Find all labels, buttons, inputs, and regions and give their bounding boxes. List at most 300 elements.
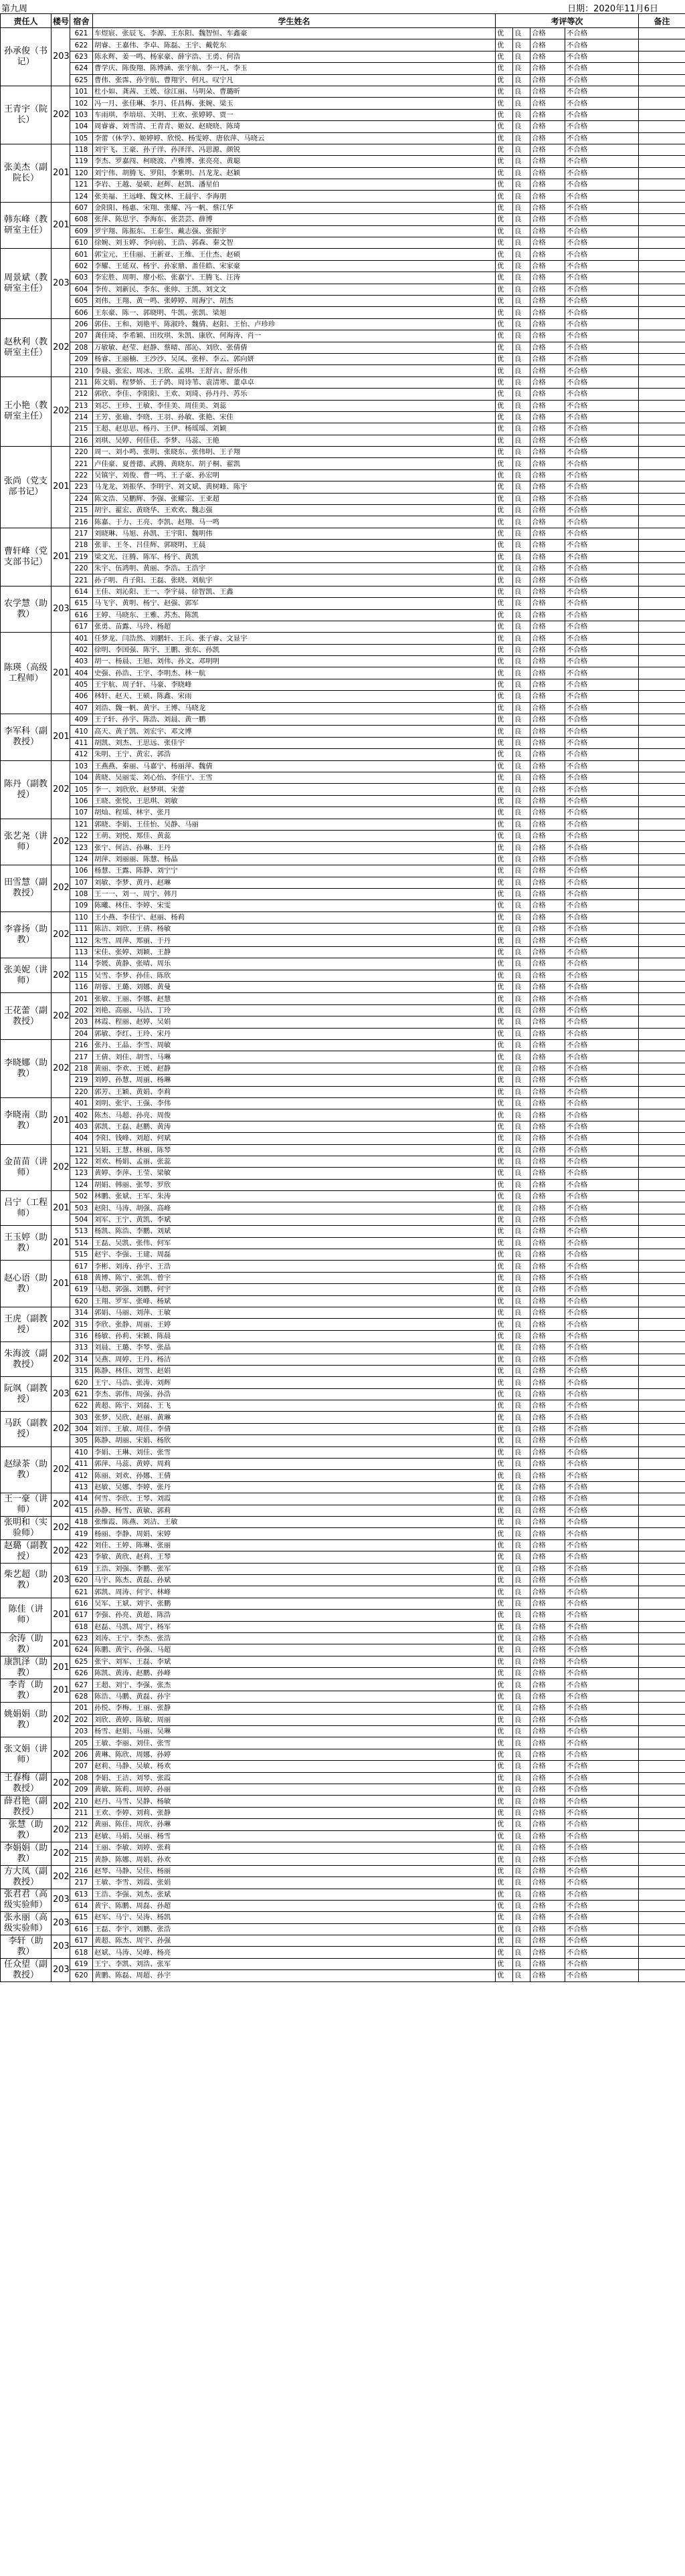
room-number: 217 (70, 1051, 93, 1063)
grade-option: 良 (513, 1051, 530, 1063)
table-row (1, 1632, 685, 1644)
grade-option: 不合格 (565, 1610, 639, 1621)
student-names: 周睿睿、刘雪清、王青青、姬奴、赵晓晓、陈琦 (93, 121, 496, 132)
grade-option: 优 (496, 1761, 513, 1772)
grade-option: 合格 (530, 1644, 565, 1656)
grade-option: 不合格 (565, 970, 639, 981)
note-cell (639, 1865, 685, 1876)
grade-option: 不合格 (565, 1644, 639, 1656)
grade-option: 良 (513, 493, 530, 504)
room-number: 617 (70, 1935, 93, 1947)
grade-option: 良 (513, 993, 530, 1004)
room-number: 504 (70, 1214, 93, 1225)
table-row (1, 1784, 685, 1795)
note-cell (639, 551, 685, 562)
grade-option: 优 (496, 400, 513, 411)
note-cell (639, 400, 685, 411)
table-row (1, 1016, 685, 1028)
column-header-grade: 考评等次 (496, 14, 639, 28)
grade-option: 优 (496, 1574, 513, 1586)
grade-option: 良 (513, 481, 530, 493)
grade-option: 不合格 (565, 1912, 639, 1923)
student-names: 史强、孙浩、王宇、李明杰、林一航 (93, 667, 496, 679)
note-cell (639, 574, 685, 586)
grade-option: 合格 (530, 144, 565, 155)
grade-option: 良 (513, 1830, 530, 1842)
room-number: 111 (70, 924, 93, 935)
table-row (1, 365, 685, 377)
grade-option: 合格 (530, 888, 565, 899)
grade-option: 不合格 (565, 586, 639, 597)
grade-option: 良 (513, 865, 530, 877)
student-names: 郭凯、周涛、何宇、林峰 (93, 1586, 496, 1598)
grade-option: 优 (496, 586, 513, 597)
grade-option: 优 (496, 1435, 513, 1446)
room-number: 621 (70, 1388, 93, 1400)
grade-option: 不合格 (565, 714, 639, 726)
grade-option: 不合格 (565, 760, 639, 772)
grade-option: 优 (496, 1446, 513, 1458)
grade-option: 良 (513, 272, 530, 284)
grade-option: 良 (513, 307, 530, 318)
grade-option: 良 (513, 1796, 530, 1807)
table-row (1, 842, 685, 853)
room-number: 216 (70, 1039, 93, 1051)
note-cell (639, 1075, 685, 1086)
grade-option: 良 (513, 1819, 530, 1830)
grade-option: 合格 (530, 1505, 565, 1516)
responsible-person: 孙承俊（书记） (1, 28, 52, 86)
note-cell (639, 1144, 685, 1156)
grade-option: 合格 (530, 481, 565, 493)
grade-option: 优 (496, 1865, 513, 1876)
grade-option: 优 (496, 377, 513, 388)
room-number: 615 (70, 598, 93, 609)
grade-option: 良 (513, 1237, 530, 1249)
student-names: 朱明、王宁、黄宏、郭浩 (93, 749, 496, 760)
student-names: 胡凯、刘杰、王思远、张佳宇 (93, 737, 496, 748)
responsible-person: 张文娟（讲师） (1, 1737, 52, 1772)
room-number: 411 (70, 1459, 93, 1470)
note-cell (639, 365, 685, 377)
grade-option: 不合格 (565, 911, 639, 923)
grade-option: 不合格 (565, 935, 639, 946)
grade-option: 良 (513, 1528, 530, 1539)
table-row (1, 911, 685, 923)
grade-option: 良 (513, 1063, 530, 1074)
table-row (1, 225, 685, 237)
grade-option: 不合格 (565, 946, 639, 958)
student-names: 徐明、李国强、陈宇、王鹏、张东、孙凯 (93, 644, 496, 655)
grade-option: 不合格 (565, 260, 639, 272)
room-number: 423 (70, 1551, 93, 1563)
grade-option: 不合格 (565, 225, 639, 237)
table-row (1, 1714, 685, 1725)
note-cell (639, 1947, 685, 1958)
student-names: 郭萍、马蕊、黄婷、周莉 (93, 1459, 496, 1470)
grade-option: 不合格 (565, 295, 639, 306)
grade-option: 良 (513, 318, 530, 330)
grade-option: 合格 (530, 1016, 565, 1028)
room-number: 211 (70, 377, 93, 388)
grade-option: 良 (513, 1737, 530, 1749)
room-number: 210 (70, 1796, 93, 1807)
student-names: 刘芯、王珍、王敏、李佳美、周佳美、刘蕊 (93, 400, 496, 411)
grade-option: 优 (496, 656, 513, 667)
grade-option: 合格 (530, 86, 565, 97)
responsible-person: 张尚（党支部书记） (1, 447, 52, 528)
room-number: 221 (70, 574, 93, 586)
table-row (1, 1935, 685, 1947)
grade-option: 良 (513, 1656, 530, 1667)
table-row (1, 1423, 685, 1434)
table-row (1, 1889, 685, 1900)
grade-option: 良 (513, 237, 530, 249)
grade-option: 合格 (530, 819, 565, 830)
note-cell (639, 1900, 685, 1911)
grade-option: 良 (513, 1574, 530, 1586)
building-number: 202 (52, 1493, 70, 1517)
grade-option: 良 (513, 469, 530, 481)
student-names: 车煜宸、张辰飞、李源、王东阳、魏智恒、车鑫豪 (93, 28, 496, 39)
student-names: 郭佳、王和、刘艳平、陈淑玲、魏倩、赵阳、王怡、卢珍珍 (93, 318, 496, 330)
student-names: 梁文光、汪腾、陈军、杨宇、黄凯 (93, 551, 496, 562)
note-cell (639, 1854, 685, 1865)
column-header-note: 备注 (639, 14, 685, 28)
note-cell (639, 1970, 685, 1981)
grade-option: 优 (496, 1237, 513, 1249)
table-row (1, 1400, 685, 1412)
grade-option: 合格 (530, 877, 565, 888)
student-names: 徐婉、刘玉婷、李向前、王浩、郭森、秦文智 (93, 237, 496, 249)
note-cell (639, 39, 685, 51)
grade-option: 不合格 (565, 1842, 639, 1853)
student-names: 黄婷、李萍、王莹、梁敏 (93, 1168, 496, 1179)
grade-option: 良 (513, 1330, 530, 1341)
room-number: 503 (70, 1202, 93, 1214)
note-cell (639, 272, 685, 284)
student-names: 林鹏、张斌、王军、朱涛 (93, 1191, 496, 1202)
room-number: 315 (70, 1319, 93, 1330)
room-number: 412 (70, 749, 93, 760)
note-cell (639, 970, 685, 981)
room-number: 407 (70, 702, 93, 714)
note-cell (639, 86, 685, 97)
grade-option: 良 (513, 551, 530, 562)
grade-option: 不合格 (565, 807, 639, 819)
table-row (1, 237, 685, 249)
grade-option: 良 (513, 1307, 530, 1318)
table-row (1, 1528, 685, 1539)
grade-option: 不合格 (565, 342, 639, 353)
note-cell (639, 458, 685, 469)
student-names: 王超、刘宁、李强、张杰 (93, 1679, 496, 1691)
table-row (1, 1446, 685, 1458)
grade-option: 良 (513, 540, 530, 551)
grade-option: 不合格 (565, 1459, 639, 1470)
grade-option: 良 (513, 621, 530, 632)
note-cell (639, 1586, 685, 1598)
student-names: 郭宝元、王佳丽、王新亚、王维、王仕杰、赵硕 (93, 249, 496, 260)
grade-option: 优 (496, 1295, 513, 1307)
grade-option: 合格 (530, 562, 565, 574)
grade-option: 不合格 (565, 377, 639, 388)
grade-option: 良 (513, 911, 530, 923)
room-number: 209 (70, 1784, 93, 1795)
student-names: 王晓、张悦、王思琪、刘敏 (93, 795, 496, 807)
table-row (1, 260, 685, 272)
student-names: 胡蓉、王璐、刘娜、黄曼 (93, 982, 496, 993)
grade-option: 合格 (530, 1865, 565, 1876)
table-row (1, 667, 685, 679)
grade-option: 良 (513, 1807, 530, 1818)
building-number: 202 (52, 760, 70, 819)
grade-option: 优 (496, 1912, 513, 1923)
table-row (1, 249, 685, 260)
room-number: 208 (70, 1772, 93, 1784)
grade-option: 不合格 (565, 562, 639, 574)
grade-option: 优 (496, 1179, 513, 1190)
dorm-inspection-table (0, 13, 685, 1982)
grade-option: 良 (513, 1446, 530, 1458)
room-number: 401 (70, 1097, 93, 1109)
grade-option: 不合格 (565, 551, 639, 562)
grade-option: 良 (513, 982, 530, 993)
grade-option: 合格 (530, 691, 565, 702)
note-cell (639, 1039, 685, 1051)
note-cell (639, 353, 685, 364)
grade-option: 优 (496, 249, 513, 260)
grade-option: 合格 (530, 900, 565, 911)
table-row (1, 1295, 685, 1307)
student-names: 李媛、黄静、张晴、周乐 (93, 958, 496, 970)
room-number: 213 (70, 1830, 93, 1842)
student-names: 刘欢、杨娟、孟丽、张蕊 (93, 1156, 496, 1167)
room-number: 418 (70, 1517, 93, 1528)
table-row (1, 574, 685, 586)
grade-option: 不合格 (565, 702, 639, 714)
grade-option: 优 (496, 1644, 513, 1656)
grade-option: 不合格 (565, 1958, 639, 1969)
top-bar (0, 0, 685, 13)
grade-option: 良 (513, 819, 530, 830)
grade-option: 良 (513, 1319, 530, 1330)
grade-option: 良 (513, 1784, 530, 1795)
responsible-person: 陈丹（副教授） (1, 760, 52, 819)
grade-option: 良 (513, 1970, 530, 1981)
building-number: 201 (52, 633, 70, 714)
building-number: 203 (52, 1889, 70, 1912)
responsible-person: 阮飒（副教授） (1, 1377, 52, 1412)
grade-option: 优 (496, 39, 513, 51)
grade-option: 合格 (530, 179, 565, 191)
table-row (1, 1481, 685, 1493)
grade-option: 良 (513, 1889, 530, 1900)
grade-option: 合格 (530, 737, 565, 748)
student-names: 陈凯、黄涛、赵鹏、孙峰 (93, 1668, 496, 1679)
grade-option: 良 (513, 1726, 530, 1737)
student-names: 李岩、王越、晏硕、赵辉、赵凯、潘星伯 (93, 179, 496, 191)
room-number: 104 (70, 121, 93, 132)
grade-option: 合格 (530, 1179, 565, 1190)
grade-option: 良 (513, 598, 530, 609)
room-number: 401 (70, 633, 93, 644)
table-row (1, 644, 685, 655)
note-cell (639, 1109, 685, 1121)
grade-option: 不合格 (565, 609, 639, 621)
student-names: 陈静、胡丽、宋娟、杨欣 (93, 1435, 496, 1446)
grade-option: 优 (496, 1551, 513, 1563)
room-number: 314 (70, 1354, 93, 1365)
table-row (1, 179, 685, 191)
grade-option: 不合格 (565, 132, 639, 144)
grade-option: 良 (513, 1423, 530, 1434)
grade-option: 良 (513, 1621, 530, 1632)
grade-option: 良 (513, 830, 530, 841)
grade-option: 优 (496, 911, 513, 923)
note-cell (639, 1423, 685, 1434)
room-number: 601 (70, 249, 93, 260)
grade-option: 优 (496, 1191, 513, 1202)
note-cell (639, 1772, 685, 1784)
table-row (1, 28, 685, 39)
grade-option: 不合格 (565, 1388, 639, 1400)
grade-option: 良 (513, 423, 530, 435)
room-number: 628 (70, 1691, 93, 1702)
grade-option: 不合格 (565, 1539, 639, 1551)
note-cell (639, 726, 685, 737)
responsible-person: 吕宁（工程师） (1, 1191, 52, 1226)
grade-option: 良 (513, 144, 530, 155)
grade-option: 良 (513, 353, 530, 364)
student-names: 刘宇飞、王豪、孙子洋、孙泽洋、冯思源、颜锐 (93, 144, 496, 155)
table-row (1, 98, 685, 109)
table-row (1, 202, 685, 213)
grade-option: 合格 (530, 458, 565, 469)
note-cell (639, 1598, 685, 1609)
room-number: 105 (70, 132, 93, 144)
grade-option: 优 (496, 935, 513, 946)
grade-option: 合格 (530, 1621, 565, 1632)
grade-option: 良 (513, 1109, 530, 1121)
grade-option: 不合格 (565, 1586, 639, 1598)
table-row (1, 458, 685, 469)
note-cell (639, 1889, 685, 1900)
room-number: 201 (70, 1703, 93, 1714)
responsible-person: 李轩（助教） (1, 1935, 52, 1959)
note-cell (639, 469, 685, 481)
grade-option: 良 (513, 1400, 530, 1412)
room-number: 107 (70, 877, 93, 888)
room-number: 610 (70, 237, 93, 249)
room-number: 218 (70, 1063, 93, 1074)
student-names: 吴娟、王慧、林丽、陈琴 (93, 1144, 496, 1156)
grade-option: 合格 (530, 1517, 565, 1528)
grade-option: 不合格 (565, 1819, 639, 1830)
building-number: 202 (52, 1703, 70, 1737)
grade-option: 良 (513, 737, 530, 748)
room-number: 207 (70, 330, 93, 342)
grade-option: 合格 (530, 237, 565, 249)
table-row (1, 1586, 685, 1598)
grade-option: 不合格 (565, 667, 639, 679)
note-cell (639, 1610, 685, 1621)
grade-option: 优 (496, 1517, 513, 1528)
room-number: 624 (70, 63, 93, 74)
room-number: 212 (70, 1819, 93, 1830)
grade-option: 合格 (530, 225, 565, 237)
room-number: 122 (70, 830, 93, 841)
grade-option: 优 (496, 1051, 513, 1063)
student-names: 王东豪、陈一、郭晓明、牛凯、张凯、梁旭 (93, 307, 496, 318)
room-number: 218 (70, 540, 93, 551)
note-cell (639, 946, 685, 958)
grade-option: 合格 (530, 1807, 565, 1818)
grade-option: 优 (496, 1877, 513, 1889)
room-number: 124 (70, 1179, 93, 1190)
note-cell (639, 1668, 685, 1679)
student-names: 万敏敏、赵莹、赵静、蔡晴、邵沁、刘欣、张倩倩 (93, 342, 496, 353)
grade-option: 合格 (530, 1097, 565, 1109)
note-cell (639, 109, 685, 120)
student-names: 李欣、张静、周丽、王婷 (93, 1319, 496, 1330)
table-row (1, 1028, 685, 1039)
student-names: 李一、刘欣欣、赵梦琪、宋蕾 (93, 784, 496, 795)
grade-option: 合格 (530, 1063, 565, 1074)
grade-option: 优 (496, 1714, 513, 1725)
grade-option: 合格 (530, 1075, 565, 1086)
room-number: 211 (70, 1807, 93, 1818)
note-cell (639, 1714, 685, 1725)
grade-option: 不合格 (565, 1330, 639, 1341)
grade-option: 不合格 (565, 1772, 639, 1784)
grade-option: 优 (496, 1400, 513, 1412)
grade-option: 不合格 (565, 39, 639, 51)
building-number: 202 (52, 993, 70, 1040)
grade-option: 优 (496, 191, 513, 202)
grade-option: 合格 (530, 1481, 565, 1493)
grade-option: 合格 (530, 1354, 565, 1365)
grade-option: 良 (513, 1365, 530, 1376)
note-cell (639, 760, 685, 772)
grade-option: 良 (513, 1900, 530, 1911)
grade-option: 不合格 (565, 1970, 639, 1981)
note-cell (639, 1028, 685, 1039)
grade-option: 优 (496, 1342, 513, 1354)
student-names: 郭欣、李佳、李阳阳、王欢、刘琦、孙丹丹、苏乐 (93, 389, 496, 400)
grade-option: 不合格 (565, 1796, 639, 1807)
grade-option: 优 (496, 679, 513, 690)
note-cell (639, 691, 685, 702)
note-cell (639, 714, 685, 726)
grade-option: 合格 (530, 598, 565, 609)
room-number: 617 (70, 621, 93, 632)
grade-option: 良 (513, 330, 530, 342)
responsible-person: 张艺尧（讲师） (1, 819, 52, 865)
grade-option: 合格 (530, 1330, 565, 1341)
grade-option: 不合格 (565, 1063, 639, 1074)
grade-option: 优 (496, 667, 513, 679)
grade-option: 优 (496, 528, 513, 539)
note-cell (639, 493, 685, 504)
room-number: 124 (70, 853, 93, 865)
note-cell (639, 1016, 685, 1028)
grade-option: 合格 (530, 679, 565, 690)
student-names: 李彬、刘涛、孙宇、王浩 (93, 1261, 496, 1272)
note-cell (639, 1574, 685, 1586)
student-names: 赵宇、李强、王建、周磊 (93, 1249, 496, 1261)
building-number: 202 (52, 1039, 70, 1097)
